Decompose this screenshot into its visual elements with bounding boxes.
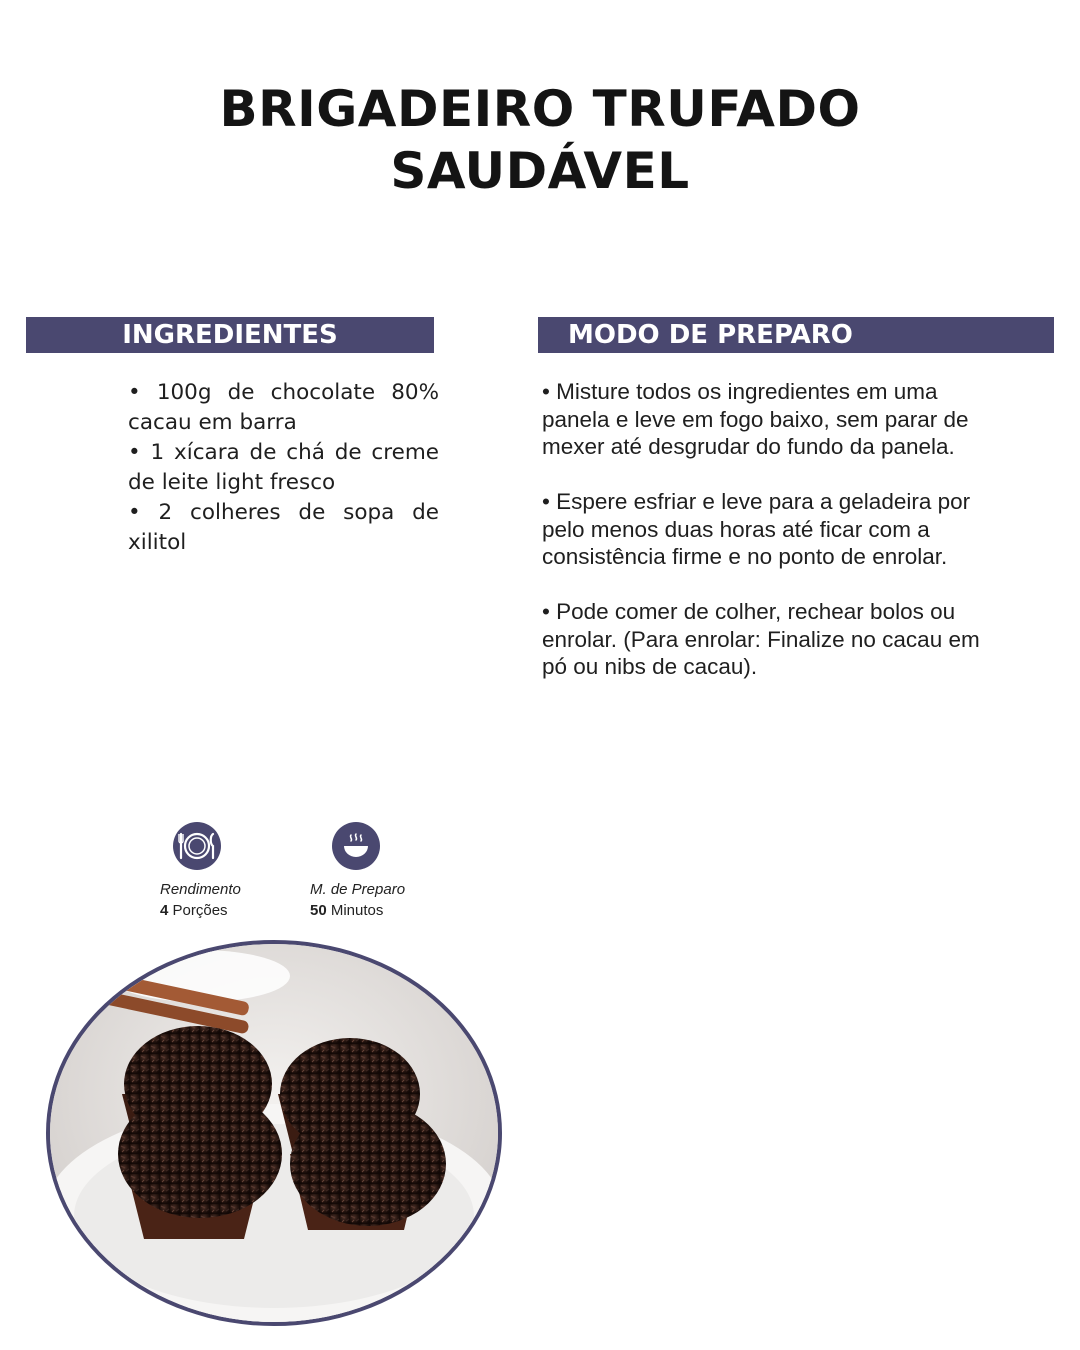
ingredient-item: • 2 colheres de sopa de xilitol [128, 500, 439, 555]
rendimento-value [160, 900, 228, 921]
preparo-step: • Misture todos os ingredientes em uma panela e leve em fogo baixo, sem parar de mexer até desgrudar do fundo da panela. [542, 379, 969, 459]
plate-cutlery-icon [173, 822, 221, 870]
preparo-heading: MODO DE PREPARO [538, 317, 1054, 353]
title-line-2: SAUDÁVEL [390, 142, 690, 200]
rendimento-number: 4 [160, 902, 169, 919]
ingredient-item: • 1 xícara de chá de creme de leite light fresco [128, 440, 439, 495]
ingredients-list [128, 378, 439, 558]
tempo-number: 50 [310, 902, 327, 919]
rendimento-label: Rendimento [160, 881, 241, 898]
page-title [0, 78, 1080, 202]
tempo-label: M. de Preparo [310, 881, 406, 898]
ingredient-item: • 100g de chocolate 80% cacau em barra [128, 380, 439, 435]
steaming-bowl-icon [332, 822, 380, 870]
ingredients-heading: INGREDIENTES [26, 317, 434, 353]
tempo-unit: Minutos [330, 902, 384, 919]
preparo-step: • Espere esfriar e leve para a geladeira por pelo menos duas horas até ficar com a consistência firme e no ponto de enrolar. [542, 489, 971, 569]
title-line-1: BRIGADEIRO TRUFADO [219, 80, 861, 138]
brigadeiro-photo [46, 940, 502, 1326]
preparo-step: • Pode comer de colher, rechear bolos ou enrolar. (Para enrolar: Finalize no cacau em pó ou nibs de cacau). [542, 599, 980, 679]
preparo-steps [542, 378, 1002, 708]
rendimento-unit: Porções [172, 902, 228, 919]
tempo-value [310, 900, 383, 921]
